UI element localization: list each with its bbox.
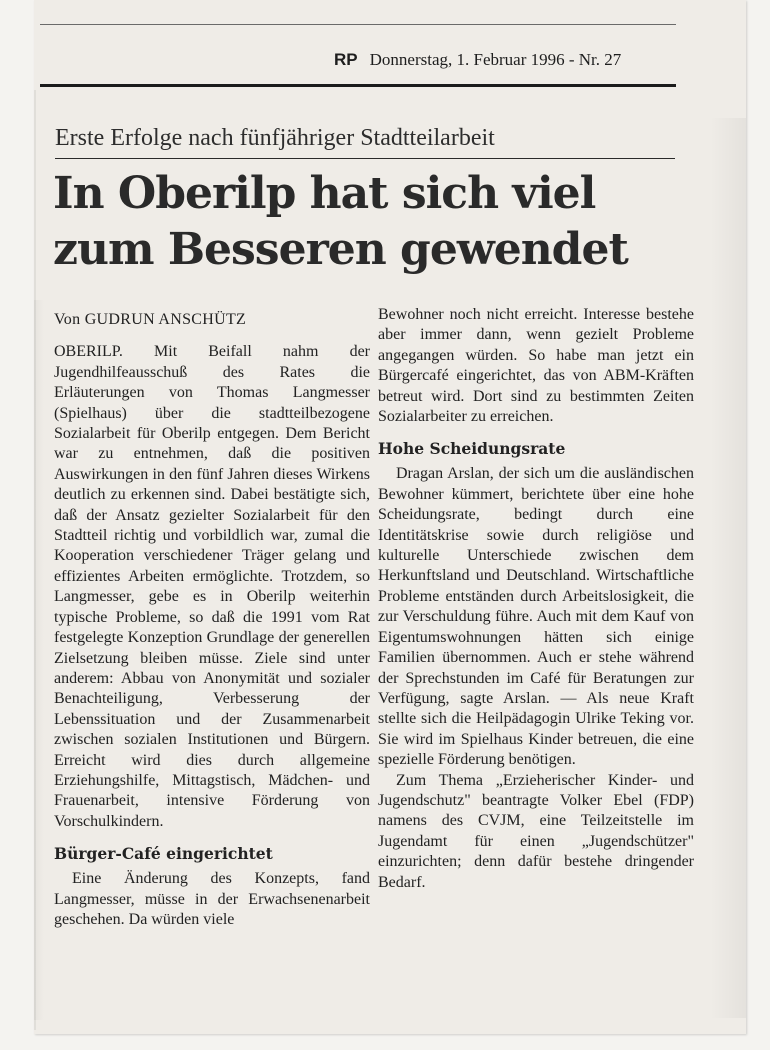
subheading: Hohe Scheidungsrate (378, 439, 566, 459)
subheading: Bürger-Café eingerichtet (54, 844, 273, 864)
headline-line-2: zum Besseren gewendet (53, 224, 628, 275)
adjacent-page-shadow-right (710, 118, 746, 1018)
body-paragraph: Eine Änderung des Konzepts, fand Langmesser, müsse in der Erwachsenenarbeit geschehen. Da würden viele (54, 870, 370, 928)
masthead-bottom-rule (40, 84, 676, 87)
adjacent-page-shadow-left (34, 300, 44, 1020)
article-kicker: Erste Erfolge nach fünfjähriger Stadtteilarbeit (55, 122, 675, 159)
body-paragraph: Bewohner noch nicht erreicht. Interesse bestehe aber immer dann, wenn gezielt Probleme angegangen würden. So habe man jetzt ein Bürgercafé eingerichtet, das von ABM-Kräften betreut wird. Dort sind zu bestimmten Zeiten Sozialarbeiter zu erreichen. (378, 306, 694, 426)
article-column-left (54, 310, 370, 1030)
byline: Von GUDRUN ANSCHÜTZ (54, 311, 247, 328)
headline-line-1: In Oberilp hat sich viel (53, 168, 596, 219)
masthead (334, 50, 674, 76)
issue-date: Donnerstag, 1. Februar 1996 - Nr. 27 (369, 50, 622, 69)
masthead-top-rule (40, 24, 676, 25)
article-headline (53, 166, 713, 278)
newspaper-logo: RP (334, 50, 358, 69)
body-paragraph: Dragan Arslan, der sich um die ausländischen Bewohner kümmert, berichtete über eine hohe Scheidungsrate, bedingt durch eine Identitätskrise sowie durch religiöse und kulturelle Unterschiede zwischen dem Herkunftsland und Deutschland. Wirtschaftliche Probleme entständen durch Arbeitslosigkeit, die zur Verschuldung führe. Auch mit dem Kauf von Eigentumswohnungen hätten sich einige Familien übernommen. Auch er stehe während der Sprechstunden im Café für Beratungen zur Verfügung, sagte Arslan. — Als neue Kraft stellte sich die Heilpädagogin Ulrike Teking vor. Sie wird im Spielhaus Kinder betreuen, die eine spezielle Förderung benötigen. (378, 465, 694, 769)
body-paragraph: OBERILP. Mit Beifall nahm der Jugendhilfeausschuß des Rates die Erläuterungen von Thomas Langmesser (Spielhaus) über die stadtteilbezogene Sozialarbeit für Oberilp entgegen. Dem Bericht war zu entnehmen, daß die positiven Auswirkungen in den fünf Jahren dieses Wirkens deutlich zu erkennen sind. Dabei bestätigte sich, daß der Ansatz gezielter Sozialarbeit für den Stadtteil richtig und vorbildlich war, zumal die Kooperation verschiedener Träger gelang und effizientes Arbeiten ermöglichte. Trotzdem, so Langmesser, gebe es in Oberilp weiterhin typische Probleme, so daß die 1991 vom Rat festgelegte Konzeption Grundlage der generellen Zielsetzung bleiben müsse. Ziele sind unter anderem: Abbau von Anonymität und sozialer Benachteiligung, Verbesserung der Lebenssituation und der Zusammenarbeit zwischen sozialen Institutionen und Bürgern. Erreicht wird dies durch allgemeine Erziehungshilfe, Mittagstisch, Mädchen- und Frauenarbeit, intensive Förderung von Vorschulkindern. (54, 343, 370, 830)
newspaper-clipping (34, 0, 746, 1034)
body-paragraph: Zum Thema „Erzieherischer Kinder- und Jugendschutz" beantragte Volker Ebel (FDP) namens des CVJM, eine Teilzeitstelle im Jugendamt für einen „Jugendschützer" einzurichten; denn dafür bestehe dringender Bedarf. (378, 771, 694, 891)
article-column-right (378, 305, 694, 1025)
